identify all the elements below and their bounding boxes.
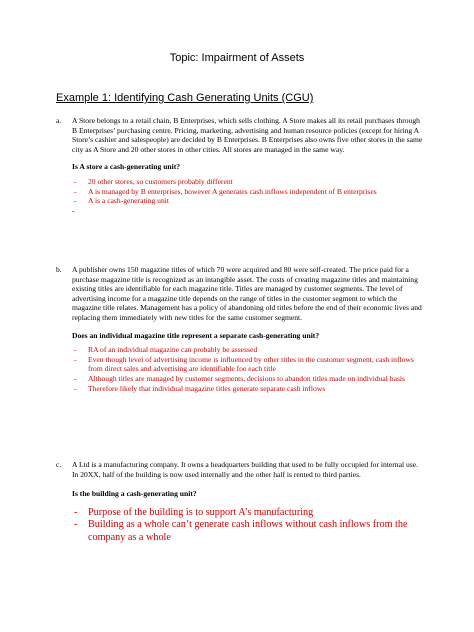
answer-list <box>72 177 426 206</box>
section-text: A Store belongs to a retail chain, B Enterprises, which sells clothing. A Store makes all its retail purchases through B Enterprises’ purchasing centre. Pricing, marketing, advertising and human resource policies (except for hiring A Store’s cashier and salespeople) are decided by B Enterprises. B Enterprises also owns five other stores in the same city as A Store and 20 other stores in other cities. All stores are managed in the same way. <box>72 116 423 154</box>
section-question: Does an individual magazine title represent a separate cash-generating unit? <box>72 330 320 340</box>
section-letter: a. <box>56 116 62 125</box>
section-b <box>56 265 426 393</box>
example-heading: Example 1: Identifying Cash Generating Units (CGU) <box>56 92 314 104</box>
answer-list <box>72 507 426 544</box>
section-c <box>56 460 426 544</box>
section-text: A publisher owns 150 magazine titles of which 70 were acquired and 80 were self-created. The price paid for a purchase magazine title is recognized as an intangible asset. The costs of creating magazine titles and maintaining existing titles are identifiable for each magazine title. Titles are managed by customer segments. The level of advertising income for a magazine title depends on the range of titles in the customer segment to which the magazine title relates. Management has a policy of abandoning old titles before the end of their economic lives and replacing them immediately with new titles for the same customer segment. <box>72 265 422 322</box>
section-question: Is the building a cash-generating unit? <box>72 489 197 499</box>
section-letter: c. <box>56 460 62 469</box>
answer-item: - Purpose of the building is to support A’s manufacturing <box>72 507 426 519</box>
page-title: Topic: Impairment of Assets <box>169 52 305 64</box>
answer-item: - Even though level of advertising income is influenced by other titles in the customer segment, cash inflows from direct sales and advertising are identifiable foe each title <box>72 355 426 374</box>
answer-item: - A is a cash-generating unit <box>72 196 426 206</box>
section-letter: b. <box>56 265 62 274</box>
answer-item: - RA of an individual magazine can probably be assessed <box>72 345 426 355</box>
answer-item: - A is managed by B enterprises, however A generates cash inflows independent of B enterprises <box>72 187 426 197</box>
section-question: Is A store a cash-generating unit? <box>72 162 181 172</box>
section-text: A Ltd is a manufacturing company. It owns a headquarters building that used to be fully occupied for internal use. In 20XX, half of the building is now used internally and the other half is rented to third parties. <box>72 460 418 479</box>
answer-item: - Building as a whole can’t generate cash inflows without cash inflows from the company as a whole <box>72 519 426 544</box>
answer-item: - Although titles are managed by customer segments, decisions to abandon titles made on individual basis <box>72 374 426 384</box>
section-a <box>56 116 426 215</box>
answer-list <box>72 345 426 393</box>
answer-item: - 20 other stores, so customers probably different <box>72 177 426 187</box>
answer-item: - Therefore likely that individual magazine titles generate separate cash inflows <box>72 384 426 394</box>
stray-dash: - <box>72 205 75 215</box>
